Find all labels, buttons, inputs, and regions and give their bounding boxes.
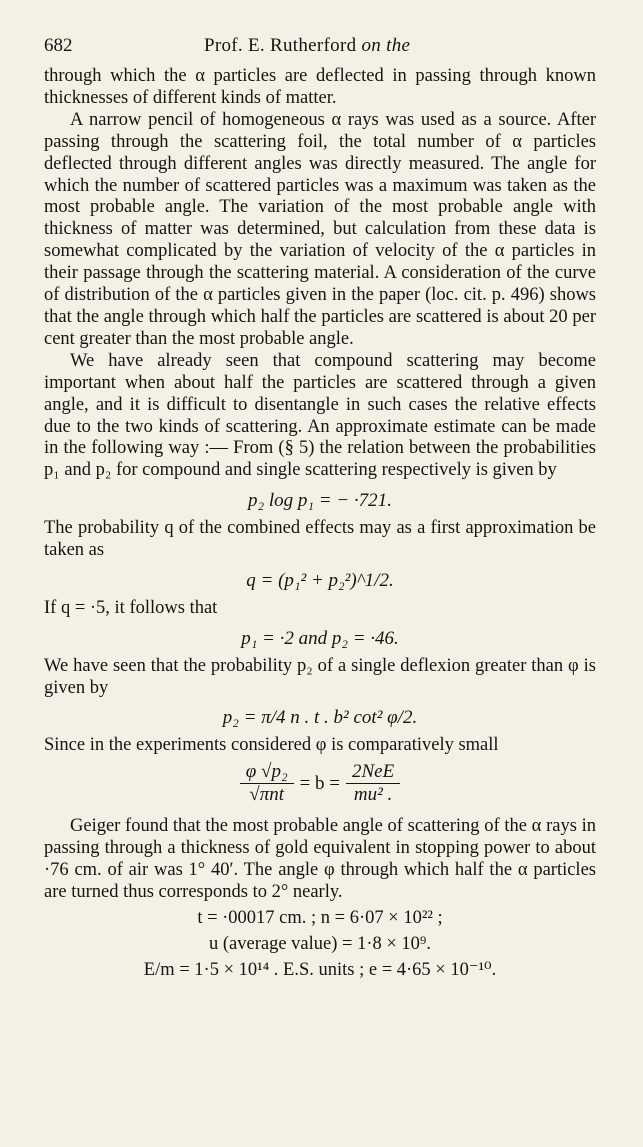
paragraph-5: If q = ·5, it follows that: [44, 597, 218, 618]
running-head: [204, 35, 410, 57]
equation-5-left-fraction: [240, 761, 294, 806]
paragraph-3: We have already seen that compound scattering may become important when about half the particles are scattered through a given angle, and it is difficult to disentangle in such cases the relative effects due to the two kinds of scattering. An approximate estimate can be made in the following way :— From (§ 5) the relation between the probabilities p₁ and p₂ for compound and single scattering respectively is given by: [44, 350, 596, 481]
running-head-author: Prof. E. Rutherford: [204, 35, 357, 56]
equation-1: p₂ log p₁ = − ·721.: [248, 490, 392, 512]
equation-5-middle: = b =: [299, 772, 340, 794]
paragraph-8: Geiger found that the most probable angle of scattering of the α rays in passing through a thickness of gold equivalent in stopping power to about ·76 cm. of air was 1° 40′. The angle φ through which half the α particles are turned thus corresponds to 2° nearly.: [44, 816, 596, 902]
equation-3: p₁ = ·2 and p₂ = ·46.: [241, 627, 399, 649]
equation-5-left-numerator: φ √p₂: [240, 761, 294, 784]
paragraph-7: Since in the experiments considered φ is comparatively small: [44, 735, 499, 756]
page-header: [44, 35, 599, 61]
equation-4: p₂ = π/4 n . t . b² cot² φ/2.: [222, 707, 418, 729]
constants-line-2: u (average value) = 1·8 × 10⁹.: [209, 933, 431, 954]
equation-5-left-denominator: √πnt: [249, 784, 285, 806]
equation-5-right-numerator: 2NeE: [346, 761, 400, 784]
page-number: 682: [44, 35, 73, 56]
equation-5: [44, 761, 596, 806]
paragraph-4: The probability q of the combined effects may as a first approximation be taken as: [44, 518, 596, 561]
constants-line-1: t = ·00017 cm. ; n = 6·07 × 10²² ;: [197, 907, 443, 928]
equation-5-right-denominator: mu² .: [353, 784, 393, 806]
page-body: [44, 66, 596, 986]
paragraph-1: through which the α particles are deflected in passing through known thicknesses of different kinds of matter.: [44, 66, 596, 108]
running-head-italic: on the: [361, 35, 411, 56]
equation-5-right-fraction: [346, 761, 400, 806]
paragraph-2: A narrow pencil of homogeneous α rays was used as a source. After passing through the scattering foil, the total number of α particles deflected through different angles was directly measured. The angle for which the number of scattered particles was a maximum was taken as the most probable angle. The variation of the most probable angle with thickness of matter was determined, but calculation from these data is somewhat complicated by the variation of velocity of the α particles in their passage through the scattering material. A consideration of the curve of distribution of the α particles given in the paper (loc. cit. p. 496) shows that the angle through which half the particles are scattered is about 20 per cent greater than the most probable angle.: [44, 109, 596, 349]
paragraph-6: We have seen that the probability p₂ of a single deflexion greater than φ is given by: [44, 655, 596, 698]
equation-2: q = (p₁² + p₂²)^1/2.: [246, 569, 394, 591]
constants-line-3: E/m = 1·5 × 10¹⁴ . E.S. units ; e = 4·65 × 10⁻¹⁰.: [143, 959, 497, 980]
